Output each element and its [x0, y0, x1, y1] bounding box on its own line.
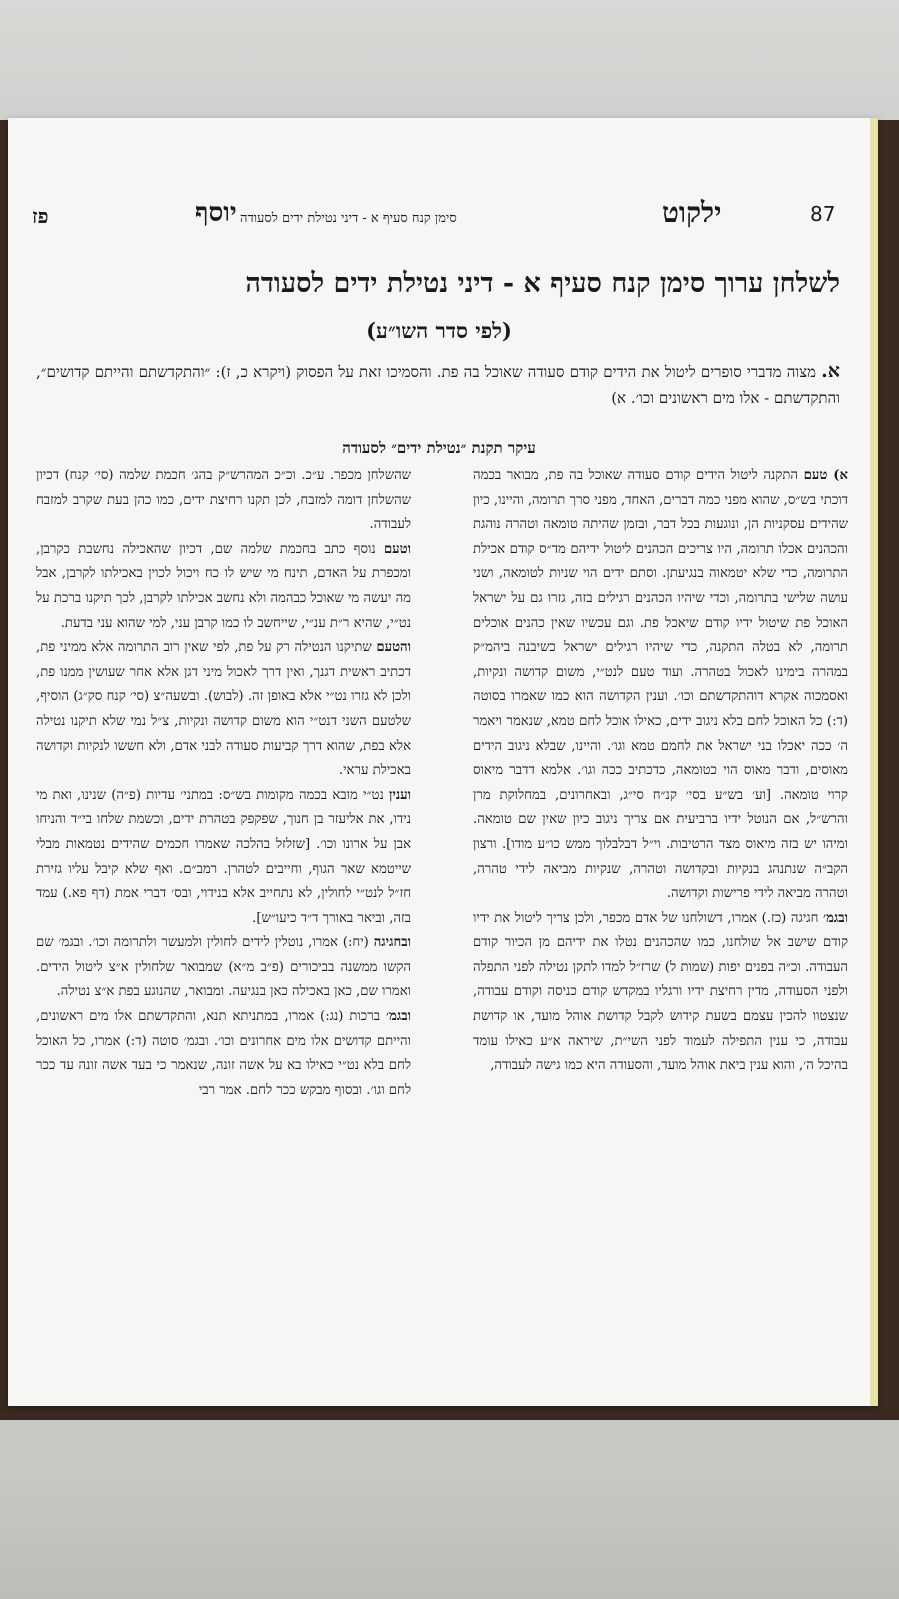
paragraph-lead: וטעם	[383, 541, 411, 557]
paragraph-text: שתיקנו הנטילה רק על פת, לפי שאין רוב התרומה אלא ממיני פת, דכתיב ראשית דגנך, ואין דרך לאכול מיני דגן אלא אחר שעושין ממנו פת, ולכן לא גזרו נט״י אלא באופן זה. (לבוש). ובשעה״צ (סי׳ קנח סק״ג) הוסיף, שלטעם השני דנט״י הוא משום קדושה ונקיות, צ״ל נמי שלא תיקנו נטילה אלא בפת, שהוא דרך קביעות סעודה לבני אדם, ולא חששו לנקיות וקדושה באכילת עראי.	[36, 640, 411, 779]
page-number: 87	[810, 202, 836, 226]
left-column	[36, 464, 411, 1103]
paragraph-lead: והטעם	[376, 640, 411, 656]
paragraph-text: (יח:) אמרו, נוטלין לידים לחולין ולמעשר ולתרומה וכו׳. ובגמ׳ שם הקשו ממשנה בביכורים (פ״ב מ״א) שמבואר שלחולין א״צ ליטול הידים. ואמרו שם, כאן באכילה כאן בנגיעה. ומבואר, שהנוגע בפת א״צ נטילה.	[36, 935, 411, 1000]
paragraph-text: ברכות (נג:) אמרו, במתניתא תנא, והתקדשתם אלו מים ראשונים, והייתם קדושים אלו מים אחרונים וכו׳. ובגמ׳ סוטה (ד:) אמרו, כל האוכל לחם בלא נט״י כאילו בא על אשה זונה, שנאמר כי בעד אשה זונה עד ככר לחם וגו׳. ובסוף מבקש ככר לחם. אמר רבי	[36, 1009, 411, 1098]
chapter-title: לשלחן ערוך סימן קנח סעיף א - דיני נטילת ידים לסעודה	[245, 268, 840, 299]
chapter-subtitle: (לפי סדר השו״ע)	[366, 318, 512, 343]
paragraph-lead: ובחגיגה	[373, 935, 411, 951]
page-header	[30, 196, 844, 234]
paragraph	[36, 538, 411, 636]
paragraph-lead: א) טעם	[803, 468, 848, 483]
paragraph	[473, 464, 848, 907]
paragraph-lead: וענין	[389, 787, 411, 803]
paragraph-text: נט״י מובא בכמה מקומות בש״ס: במתני׳ עדיות (פ״ה) שנינו, ואת מי נידו, את אליעזר בן חנוך, שפקפק בטהרת ידים, וכשמת שלחו בי״ד והניחו אבן על ארונו וכו׳. [שזלזל בהלכה שאמרו חכמים שהידים נטמאות מבלי שייטמא שאר הגוף, וחייבים לטהרן. רמב״ם. ואף שלא קיבל עליו גזירת חז״ל לנט״י לחולין, לא נתחייב אלא בנידוי, ובס׳ דברי אמת (דף פא.) עמד בזה, וביאר באורך ד״ד כיעו״ש].	[36, 787, 411, 926]
paragraph	[36, 784, 411, 932]
running-section-title: סימן קנח סעיף א - דיני נטילת ידים לסעודה	[240, 211, 457, 226]
paragraph-text: נוסף כתב בחכמת שלמה שם, דכיון שהאכילה נחשבת כקרבן, ומכפרת על האדם, תינח מי שיש לו כח ויכול לכוין באכילתו לקרבן, אבל מה יעשה מי שאוכל כבהמה ולא נחשב אכילתו לקרבן, לכך תיקנו ברכת על נט״י, שהיא ר״ת ענ״י, שייחשב לו כמו קרבן עני, למי שהוא עני בדעת.	[36, 541, 411, 631]
paragraph-lead: ובגמ׳	[386, 1009, 411, 1025]
hebrew-page-number: פז	[32, 204, 49, 228]
running-title-left: ילקוט	[662, 196, 722, 229]
intro-text: מצוה מדברי סופרים ליטול את הידים קודם סעודה שאוכל בה פת. והסמיכו זאת על הפסוק (ויקרא כ, ז): ״והתקדשתם והייתם קדושים״, והתקדשתם - אלו מים ראשונים וכו׳. א)	[36, 363, 840, 407]
paragraph	[36, 636, 411, 784]
paragraph-lead: ובגמ׳	[823, 910, 848, 926]
paragraph-text: חגיגה (כז.) אמרו, דשולחנו של אדם מכפר, ולכן צריך ליטול את ידיו קודם שישב אל שולחנו, כמו שהכהנים נטלו את ידיהם מן הכיור קודם העבודה. וכ״ה בפנים יפות (שמות ל) שרז״ל למדו לתקן נטילה לפני התפלה ולפני הסעודה, מדין רחיצת ידיו ורגליו במקדש קודם כניסה וקודם עבודה, שנצטוו להכין עצמם בשעת קידוש לקבל קדושת אוהל מועד, או קדושת עבודה, כי ענין התפילה לעמוד לפני השי״ת, שיראה א״ע כאילו עומד בהיכל ה׳, והוא ענין ביאת אוהל מועד, והסעודה היא כמו גישה לעבודה,	[473, 910, 848, 1074]
paragraph-text: התקנה ליטול הידים קודם סעודה שאוכל בה פת, מבואר בכמה דוכתי בש״ס, שהוא מפני כמה דברים, האחד, מפני סרך תרומה, והיינו, כיון שהידים עסקניות הן, ונוגעות בכל דבר, ובזמן שהיתה טומאה וטהרה נוהגת והכהנים אכלו תרומה, היו צריכים הכהנים ליטול ידיהם מד״ס קודם אכילת התרומה, כדי שלא יטמאוה בנגיעתן. וסתם ידים הוי שניות לטומאה, ושני עושה שלישי בתרומה, וכדי שיהיו הכהנים רגילים בזה, גזרו גם על ישראל האוכל פת שיטול ידיו קודם שיאכל פת. וגם עכשיו שאין כהנים אוכלים תרומה, לא בטלה התקנה, כדי שיהיו רגילים ישראל כשיבנה ביהמ״ק במהרה בימינו לאכול בטהרה. ועוד טעם לנט״י, משום קדושה ונקיות, ואסמכוה אקרא דוהתקדשתם וכו׳. וענין הקדושה הוא כמו שאמרו בסוטה (ד:) כל האוכל לחם בלא ניגוב ידים, כאילו אוכל לחם טמא, שנאמר ויאמר ה׳ ככה יאכלו בני ישראל את לחמם טמא וגו׳. והיינו, שבלא ניגוב הידים מאוסים, ודבר מאוס הוי כטומאה, כדכתיב ככה וגו׳. אלמא דדבר מיאוס קרוי טומאה. [וע׳ בש״ע בסי׳ קנ״ח סי״ג, ובאחרונים, במחלוקת מרן והרש״ל, אם הנוטל ידיו ברביעית אם צריך ניגוב כיון שאין שם טומאה. ומיהו יש בזה מיאוס מצד הרטיבות. וי״ל דבלבלוך ממש כו״ע מודו]. ורצון הקב״ה שנתנהג בנקיות ובקדושה וטהרה, שנקיות מביאה לידי טהרה, וטהרה מביאה לידי פרישות וקדושה.	[473, 468, 848, 902]
paragraph-text: שהשלחן מכפר. ע״כ. וכ״כ המהרש״ק בהג׳ חכמת שלמה (סי׳ קנח) דכיון שהשלחן דומה למזבח, לכן תקנו רחיצת ידים, כמו כהן בעת שקרב למזבח לעבודה.	[36, 468, 411, 533]
book-page	[8, 118, 878, 1406]
right-column	[473, 464, 848, 1079]
intro-letter: א.	[821, 360, 840, 382]
paragraph	[473, 907, 848, 1079]
intro-paragraph	[36, 358, 840, 411]
paragraph	[36, 464, 411, 538]
running-title-right: יוסף	[195, 198, 237, 228]
section-heading: עיקר תקנת ״נטילת ידים״ לסעודה	[342, 439, 536, 457]
paragraph	[36, 931, 411, 1005]
paragraph	[36, 1005, 411, 1103]
